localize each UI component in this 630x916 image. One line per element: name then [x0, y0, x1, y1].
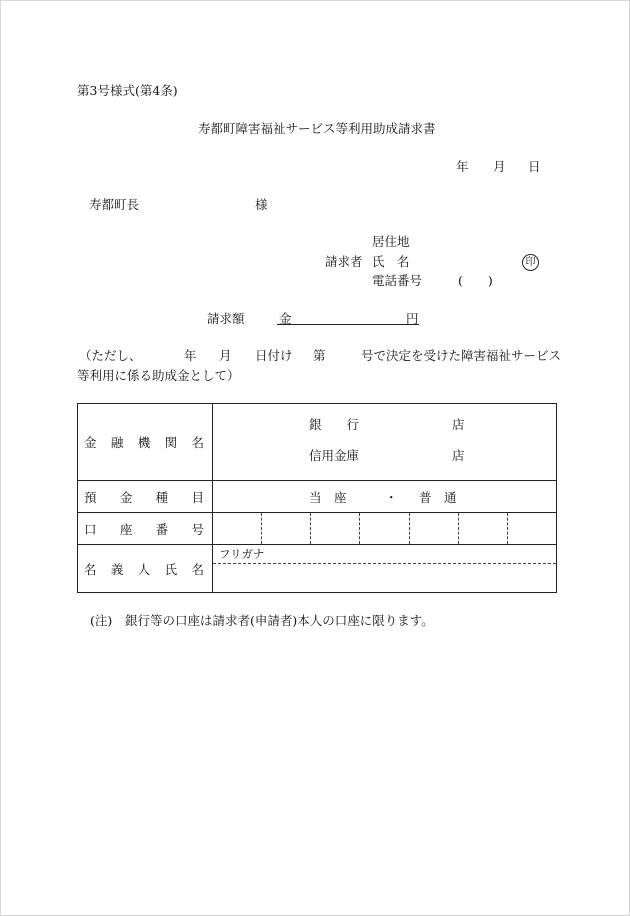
account-digit[interactable]: [410, 513, 459, 544]
holder-label-cell: [78, 545, 213, 593]
form-number: 第3号様式(第4条): [77, 83, 178, 98]
note-year: 年: [184, 348, 197, 363]
seal-mark: 印: [522, 254, 539, 271]
deposit-ordinary[interactable]: 普 通: [418, 489, 457, 505]
note-dai: 第: [313, 348, 326, 363]
bank-info-table: [77, 403, 557, 593]
holder-label: 名 義 人 氏 名: [84, 561, 204, 577]
address-label: 居住地: [372, 234, 410, 249]
date-month: 月: [493, 159, 506, 174]
amount-label: 請求額: [207, 311, 245, 326]
note-month: 月: [219, 348, 232, 363]
account-label-cell: [78, 513, 213, 545]
note-line2: 等利用に係る助成金として）: [77, 368, 240, 383]
account-digit[interactable]: [262, 513, 311, 544]
account-digit[interactable]: [360, 513, 409, 544]
note-rest: 号で決定を受けた障害福祉サービス: [361, 348, 562, 363]
credit-union-type: 信用金庫: [309, 447, 360, 463]
amount-prefix: 金: [279, 311, 292, 326]
footnote-mark: (注): [90, 613, 113, 628]
phone-label: 電話番号: [372, 273, 423, 288]
furigana-label: フリガナ: [213, 545, 556, 564]
phone-paren: ( ): [458, 273, 493, 288]
account-label: 口 座 番 号: [84, 521, 204, 537]
account-number-cell[interactable]: [213, 513, 557, 545]
deposit-label: 預 金 種 目: [84, 489, 204, 505]
applicant-label: 請求者: [325, 254, 363, 269]
note-day: 日付け: [255, 348, 293, 363]
addressee-name: 寿都町長: [89, 197, 140, 212]
institution-value-cell[interactable]: [213, 404, 557, 481]
deposit-row: [78, 481, 557, 513]
institution-label: 金 融 機 関 名: [84, 435, 204, 450]
deposit-dot: ・: [384, 489, 398, 505]
name-label: 氏 名: [372, 254, 410, 269]
account-digit[interactable]: [311, 513, 360, 544]
footnote-text: 銀行等の口座は請求者(申請者)本人の口座に限ります。: [125, 613, 434, 628]
bank-type: 銀 行: [309, 416, 360, 432]
account-digit[interactable]: [508, 513, 556, 544]
account-digit-boxes[interactable]: [213, 513, 556, 544]
bank-branch: 店: [452, 416, 465, 432]
account-digit[interactable]: [459, 513, 508, 544]
account-row: [78, 513, 557, 545]
date-day: 日: [528, 159, 541, 174]
deposit-current[interactable]: 当 座: [309, 489, 347, 505]
amount-underline: [277, 324, 419, 325]
account-digit[interactable]: [213, 513, 262, 544]
holder-value-cell[interactable]: [213, 545, 557, 593]
institution-label-cell: [78, 404, 213, 481]
institution-row: [78, 404, 557, 481]
amount-suffix: 円: [406, 311, 419, 326]
date-year: 年: [456, 159, 469, 174]
holder-name-field[interactable]: [213, 564, 556, 592]
deposit-label-cell: [78, 481, 213, 513]
deposit-type-cell[interactable]: [213, 481, 557, 513]
credit-union-branch: 店: [452, 447, 465, 463]
document-title: 寿都町障害福祉サービス等利用助成請求書: [198, 121, 436, 136]
holder-row: [78, 545, 557, 593]
addressee-honorific: 様: [255, 197, 268, 212]
note-open: （ただし、: [79, 348, 142, 363]
